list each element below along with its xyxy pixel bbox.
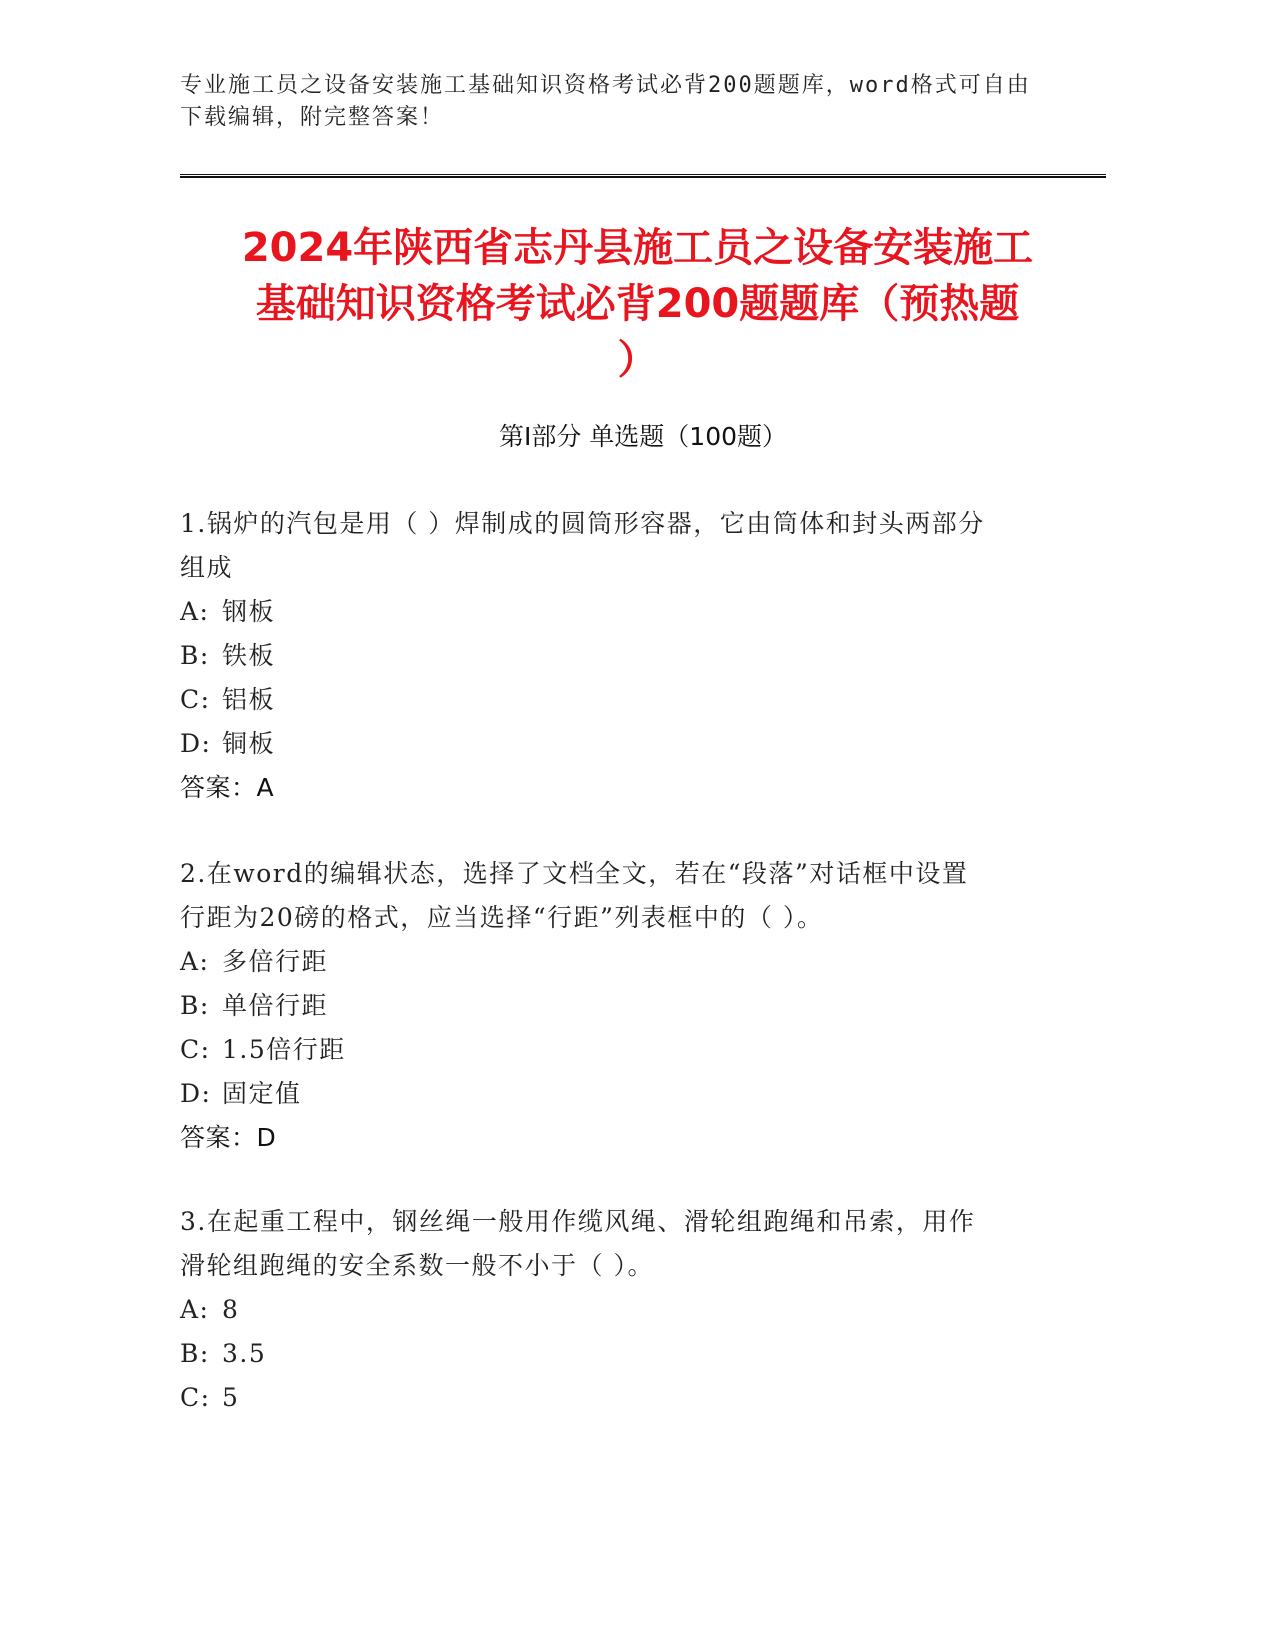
document-title-line-3: ）	[617, 337, 658, 383]
question-answer: 答案：A	[180, 773, 275, 802]
option-letter: B:	[180, 1339, 210, 1368]
document-title	[160, 220, 1115, 388]
option-letter: C:	[180, 685, 211, 714]
document-title-line-1: 2024年陕西省志丹县施工员之设备安装施工	[241, 225, 1034, 271]
option-letter: C:	[180, 1383, 211, 1412]
question-option-d	[180, 722, 1060, 766]
question-stem-line: 3.在起重工程中，钢丝绳一般用作缆风绳、滑轮组跑绳和吊索，用作	[180, 1207, 976, 1236]
question-option-c	[180, 1028, 1060, 1072]
question-3	[180, 1200, 1060, 1420]
question-stem-line: 滑轮组跑绳的安全系数一般不小于（ ）。	[180, 1251, 654, 1280]
option-letter: D:	[180, 1079, 212, 1108]
section-heading: 第Ⅰ部分 单选题（100题）	[498, 422, 788, 451]
question-option-b	[180, 634, 1060, 678]
header-note	[180, 70, 1060, 134]
option-letter: C:	[180, 1035, 211, 1064]
question-stem-line: 1.锅炉的汽包是用（ ）焊制成的圆筒形容器，它由筒体和封头两部分	[180, 509, 985, 538]
question-stem-line: 组成	[180, 553, 234, 582]
question-option-b	[180, 1332, 1060, 1376]
question-option-c	[180, 1376, 1060, 1420]
option-letter: A:	[180, 597, 210, 626]
document-title-line-2: 基础知识资格考试必背200题题库（预热题	[255, 281, 1020, 327]
option-letter: A:	[180, 947, 210, 976]
question-option-a	[180, 590, 1060, 634]
question-option-a	[180, 940, 1060, 984]
question-2	[180, 852, 1060, 1160]
option-text: 钢板	[222, 597, 276, 626]
question-answer: 答案：D	[180, 1123, 277, 1152]
option-text: 5	[222, 1383, 240, 1412]
question-option-a	[180, 1288, 1060, 1332]
option-text: 铜板	[222, 729, 276, 758]
option-text: 固定值	[222, 1079, 302, 1108]
option-text: 铝板	[222, 685, 276, 714]
question-stem-line: 2.在word的编辑状态，选择了文档全文，若在“段落”对话框中设置	[180, 859, 969, 888]
option-letter: D:	[180, 729, 212, 758]
option-text: 铁板	[222, 641, 276, 670]
question-option-b	[180, 984, 1060, 1028]
option-text: 8	[222, 1295, 240, 1324]
option-text: 多倍行距	[222, 947, 329, 976]
option-text: 3.5	[222, 1339, 267, 1368]
option-letter: B:	[180, 641, 210, 670]
header-note-line-2: 下载编辑，附完整答案！	[180, 105, 445, 130]
question-option-d	[180, 1072, 1060, 1116]
option-letter: A:	[180, 1295, 210, 1324]
option-text: 1.5倍行距	[222, 1035, 346, 1064]
option-text: 单倍行距	[222, 991, 329, 1020]
question-1	[180, 502, 1060, 810]
header-note-line-1: 专业施工员之设备安装施工基础知识资格考试必背200题题库，word格式可自由	[180, 73, 1031, 98]
header-divider	[180, 174, 1106, 178]
question-option-c	[180, 678, 1060, 722]
question-stem-line: 行距为20磅的格式，应当选择“行距”列表框中的（ ）。	[180, 903, 824, 932]
option-letter: B:	[180, 991, 210, 1020]
